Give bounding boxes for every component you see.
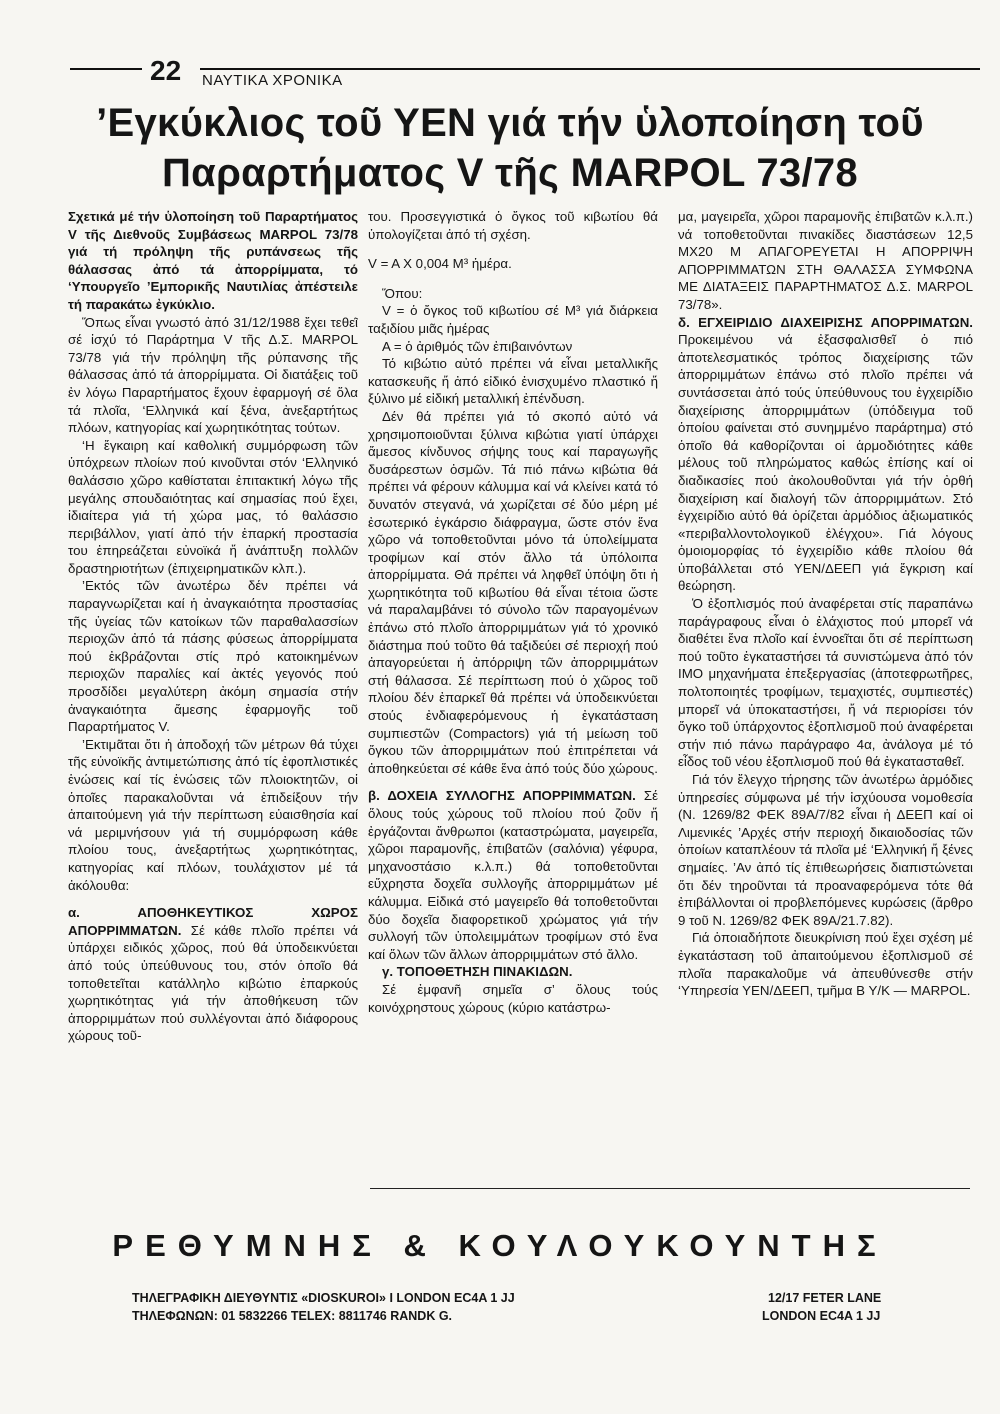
body-paragraph: Ὅπως εἶναι γνωστό ἀπό 31/12/1988 ἔχει τεθεῖ σέ ἰσχύ τό Παράρτημα V τῆς Δ.Σ. MARPOL 73/78 γιά τήν πρόληψη τῆς ρύπανσης τῆς θάλασσας ἀπό τά ἀπορρίμματα. Οἱ διατάξεις τοῦ ἐν λόγω Παραρτήματος ἔχουν ἐφαρμογή σέ ὅλα τά πλοῖα, ‘Ελληνικά καί ξένα, ἀνεξαρτήτως πλόων, κατηγορίας καί χωρητικότητας τούτων.: [68, 314, 358, 436]
section-c-heading: γ. ΤΟΠΟΘΕΤΗΣΗ ΠΙΝΑΚΙΔΩΝ.: [382, 964, 573, 980]
body-paragraph: ’Εκτός τῶν ἀνωτέρω δέν πρέπει νά παραγνωρίζεται καί ἡ ἀναγκαιότητα προστασίας τῆς ὑγείας τῶν κατοίκων τῶν παραθαλασσίων περιοχῶν ἀπό τά πάσης φύσεως ἀπορρίμματα πού ἐκβράζονται στίς πρό κατοικημένων περιοχῶν παραλίες καί ἀκτές γεγονός πού προσδίδει μεγαλύτερη ἀκόμη σημασία στήν ἀναγκαιότητα ἄμεσης ἐφαρμογῆς τοῦ Παραρτήματος V.: [68, 578, 358, 735]
article-column-1: [68, 208, 358, 1188]
page-number: 22: [150, 55, 182, 86]
lead-paragraph: Σχετικά μέ τήν ὑλοποίηση τοῦ Παραρτήματος V τῆς Διεθνοῦς Συμβάσεως MARPOL 73/78 γιά τή πρόληψη τῆς ρυπάνσεως τῆς θάλασσας ἀπό τά ἀπορρίμματα, τό ‘Υπουργεῖο ’Εμπορικῆς Ναυτιλίας ἀπέστειλε τή παρακάτω ἐγκύκλιο.: [68, 209, 358, 312]
volume-formula: V = A X 0,004 M³ ἡμέρα.: [368, 256, 512, 272]
article-end-rule: [370, 1188, 970, 1189]
headline-line-2: Παραρτήματος V τῆς MARPOL 73/78: [162, 151, 858, 195]
section-b-text: Σέ ὅλους τούς χώρους τοῦ πλοίου πού ζοῦν ἤ ἐργάζονται ἄνθρωποι (καταστρώματα, μαγειρεῖα, χῶροι παραμονῆς, ἐπιβατῶν (σαλόνια) γέφυρα, μηχανοστάσιο κ.λ.π.) θά τοποθετοῦνται εὔχρηστα δοχεῖα συλλογῆς ἀπορριμμάτων μέ κάλυμμα. Εἰδικά στό μαγειρεῖο θά τοποθετοῦνται δύο δοχεῖα διαφορετικοῦ χρώματος γιά τήν συλλογή τῶν ὑπολειμμάτων τροφίμων στό ἕνα καί ὅλων τῶν ἄλλων ἀπορριμμάτων στό ἄλλο.: [368, 788, 658, 962]
body-paragraph: ’Εκτιμᾶται ὅτι ἡ ἀποδοχή τῶν μέτρων θά τύχει τῆς εὐνοϊκῆς ἀντιμετώπισης ἀπό τίς ἐφοπλιστικές ἑνώσεις καί τίς ἑνώσεις τῶν πλοιοκτητῶν, οἱ ὁποῖες παρακαλοῦνται νά ἐπιδείξουν τήν ἀπαιτούμενη γιά τήν περίπτωση εὐαισθησία καί νά μεριμνήσουν γιά τή συμμόρφωση κάθε πλοίου τους, ἀνεξαρτήτως χωρητικότητας, κατηγορίας καί πλόων, τουλάχιστον μέ τά ἀκόλουθα:: [68, 736, 358, 893]
section-b: [368, 787, 658, 963]
paragraph-gap: [368, 777, 658, 787]
advert-company-name: ΡΕΘΥΜΝΗΣ & ΚΟΥΛΟΥΚΟΥΝΤΗΣ: [112, 1228, 888, 1263]
section-a-heading: α. ΑΠΟΘΗΚΕΥΤΙΚΟΣ ΧΩΡΟΣ ΑΠΟΡΡΙΜΜΑΤΩΝ.: [68, 905, 358, 938]
advert-telegraphic-address: ΤΗΛΕΓΡΑΦΙΚΗ ΔΙΕΥΘΥΝΤΙΣ «DIOSKUROI» I LONDON EC4A 1 JJ: [132, 1291, 515, 1305]
publication-name: ΝΑΥΤΙΚΑ ΧΡΟΝΙΚΑ: [202, 72, 343, 89]
section-d: [678, 314, 973, 596]
body-paragraph: Δέν θά πρέπει γιά τό σκοπό αὐτό νά χρησιμοποιοῦνται ξύλινα κιβώτια γιατί ὑπάρχει ἄμεσος κίνδυνος σήψης τους καί παραγωγῆς δυσάρεστων ὀσμῶν. Τά πιό πάνω κιβώτια θά πρέπει νά φέρουν κάλυμμα καί νά κλείνει κατά τό δυνατόν στεγανά, νά χωρίζεται σέ δύο μέρη μέ ἐσωτερικό ἐγκάρσιο διάφραγμα, ὥστε στόν ἕνα χῶρο νά τοποθετοῦνται μόνο τά ὑπολείμματα τροφίμων καί στόν ἄλλο τά ὑπόλοιπα ἀπορρίμματα. Θά πρέπει νά ληφθεῖ ὑπόψη ὅτι ἡ χωρητικότητα τοῦ κιβωτίου θά εἶναι τέτοια ὥστε νά παραλαμβάνει τό σύνολο τῶν παραγομένων ἐπάνω στό πλοῖο ἀπορριμμάτων γιά τό χρονικό διάστημα πού τοῦτο θά ταξιδεύει σέ περιοχή πού ἀπαγορεύεται ἡ ἀπόρριψη τῶν ἀπορριμμάτων στή θάλασσα. Σέ περίπτωση πού ὁ χῶρος τοῦ πλοίου δέν ἐπαρκεῖ θά πρέπει νά ὑποδεικνύεται στούς ἐνδιαφερόμενους ἡ ἐγκατάσταση συμπιεστῶν (Compactors) γιά τή μείωση τοῦ ὄγκου τῶν ἀπορριμμάτων πού ἐπιτρέπεται νά ἀποθηκεύεται σέ κάθε ἕνα ἀπό τούς δύο χώρους.: [368, 408, 658, 776]
advert-city-postcode: LONDON EC4A 1 JJ: [762, 1309, 881, 1323]
definition-a: A = ὁ ἀριθμός τῶν ἐπιβαινόντων: [382, 338, 573, 354]
header-rule-left: [70, 68, 142, 70]
advert-phone-telex: ΤΗΛΕΦΩΝΩΝ: 01 5832266 TELEX: 8811746 RANDK G.: [132, 1309, 453, 1323]
section-a-text: Σέ κάθε πλοῖο πρέπει νά ὑπάρχει ειδικός χῶρος, πού θά ὑποδεικνύεται ἀπό τούς ὑπεύθυνους του, στόν ὁποῖο θά τοποθετεῖται κατάλληλο κιβώτιο ἐπαρκούς χωρητικότητας γιά τήν ἀποθήκευση τῶν ἀπορριμμάτων πού συλλέγονται ἀπό διάφορους χώρους τοῦ-: [68, 922, 358, 1044]
section-c-text: Σέ ἐμφανῆ σημεῖα σ’ ὅλους τούς κοινόχρηστους χώρους (κύριο κατάστρω-: [368, 981, 658, 1015]
body-paragraph: μα, μαγειρεῖα, χῶροι παραμονῆς ἐπιβατῶν κ.λ.π.) νά τοποθετοῦνται πινακίδες διαστάσεων 12,5 MX20 M ΑΠΑΓΟΡΕΥΕΤΑΙ Η ΑΠΟΡΡΙΨΗ ΑΠΟΡΡΙΜΜΑΤΩΝ ΣΤΗ ΘΑΛΑΣΣΑ ΣΥΜΦΩΝΑ ΜΕ ΔΙΑΤΑΞΕΙΣ ΠΑΡΑΡΤΗΜΑΤΟΣ Δ.Σ. MARPOL 73/78».: [678, 209, 973, 312]
paragraph-gap: [68, 894, 358, 904]
advert-street-address: 12/17 FETER LANE: [768, 1291, 882, 1305]
body-paragraph: Τό κιβώτιο αὐτό πρέπει νά εἶναι μεταλλικῆς κατασκευῆς ἤ ἀπό εἰδικό ἐνισχυμένο πλαστικό ἤ ξύλινο μέ εἰδική μεταλλική ἐπένδυση.: [368, 356, 658, 407]
where-label: Ὅπου:: [382, 285, 423, 301]
article-headline: [40, 98, 980, 198]
body-paragraph: Ὁ ἐξοπλισμός πού ἀναφέρεται στίς παραπάνω παράγραφους εἶναι ὁ ἐλάχιστος πού μπορεῖ νά διαθέτει ἕνα πλοῖο καί ἐννοεῖται ὅτι σέ περίπτωση πού τοῦτο ἐγκαταστήσει τά συνιστώμενα ἀπό τόν IMO μηχανήματα ἐπεξεργασίας (ἀποτεφρωτῆρες, πολτοποιητές τροφίμων, τεμαχιστές, συμπιεστές) μπορεῖ νά ὑποκαταστήσει, ἤ νά περιορίσει τόν ὄγκο τοῦ ὑπάρχοντος ἐξοπλισμοῦ πού ἀναφέρεται στήν πιό πάνω παράγραφο 4α, ἀνάλογα μέ τό εἶδος τοῦ νέου ἐξοπλισμοῦ πού θά ἐγκατασταθεῖ.: [678, 596, 973, 770]
body-paragraph: Γιά ὁποιαδήποτε διευκρίνιση πού ἔχει σχέση μέ ἐγκατάσταση τοῦ ἀπαιτούμενου ἐξοπλισμοῦ σέ πλοῖα παρακαλοῦμε νά ἀπευθύνεσθε στήν ‘Υπηρεσία ΥΕΝ/ΔΕΕΠ, τμῆμα Β Υ/Κ — MARPOL.: [678, 930, 973, 999]
body-paragraph: Γιά τόν ἔλεγχο τήρησης τῶν ἀνωτέρω ἁρμόδιες ὑπηρεσίες σύμφωνα μέ τήν ἰσχύουσα νομοθεσία (Ν. 1269/82 ΦΕΚ 89Α/7/82 εἶναι ἡ ΔΕΕΠ καί οἱ Λιμενικές ’Αρχές στήν περιοχή δικαιοδοσίας τῶν ὁποίων καταπλέουν τά πλοῖα μέ ‘Ελληνική ἤ ξένες σημαίες. ’Αν ἀπό τίς ἐπιθεωρήσεις διαπιστώνεται ὅτι δέν τηροῦνται τά προαναφερόμενα τότε θά ἐπιβάλλονται οἱ προβλεπόμενες κυρώσεις (ἄρθρο 9 τοῦ Ν. 1269/82 ΦΕΚ 89Α/21.7.82).: [678, 772, 973, 928]
definition-v: V = ὁ ὄγκος τοῦ κιβωτίου σέ M³ γιά διάρκεια ταξιδίου μιᾶς ἡμέρας: [368, 303, 658, 336]
section-d-heading: δ. ΕΓΧΕΙΡΙΔΙΟ ΔΙΑΧΕΙΡΙΣΗΣ ΑΠΟΡΡΙΜΑΤΩΝ.: [678, 314, 973, 330]
article-column-2: [368, 208, 658, 1188]
headline-line-1: ’Εγκύκλιος τοῦ ΥΕΝ γιά τήν ὑλοποίηση τοῦ: [96, 101, 924, 145]
article-column-3: [678, 208, 973, 1188]
body-paragraph: του. Προσεγγιστικά ὁ ὄγκος τοῦ κιβωτίου θά ὑπολογίζεται ἀπό τή σχέση.: [368, 209, 658, 242]
body-paragraph: ‘Η ἔγκαιρη καί καθολική συμμόρφωση τῶν ὑπόχρεων πλοίων πού κινοῦνται στόν ‘Ελληνικό θαλάσσιο χῶρο καθίσταται ἐπιτακτική λόγω τῆς μεγάλης σπουδαιότητας καί σημασίας πού ἔχει, ἰδιαίτερα γιά τή χώρα μας, τό θαλάσσιο περιβάλλον, γιατί ἀπό τήν ἐπαρκή προστασία του ἐπηρεάζεται εὐνοϊκά ἤ ἀνάπτυξη πολλῶν δραστηριοτήτων (ἐπιχειρηματικῶν κλπ.).: [68, 437, 358, 576]
header-rule-right: [200, 68, 980, 70]
section-a: [68, 904, 358, 1045]
section-b-heading: β. ΔΟΧΕΙΑ ΣΥΛΛΟΓΗΣ ΑΠΟΡΡΙΜΜΑΤΩΝ.: [368, 788, 636, 804]
section-d-text: Προκειμένου νά ἐξασφαλισθεῖ ὁ πιό ἀποτελεσματικός τρόπος διαχείρισης τῶν ἀπορριμμάτων ἐπάνω στό πλοῖο πρέπει νά συντάσσεται ἀπό τούς ὑπεύθυνους του ἐγχειρίδιο διαχείρισης ἀπορριμμάτων (ὑπόδειγμα τοῦ ὁποίου φαίνεται στό συνημμένο παράρτημα) στό ὁποῖο θά καθορίζονται οἱ ἁρμοδιότητες κάθε μέλους τοῦ πληρώματος καθώς ἐπίσης καί οἱ διαδικασίες πού ἀκολουθοῦνται γιά τήν ὀρθή διαχείριση καί διαλογή τῶν ἀπορριμμάτων. Στό ἐγχειρίδιο αὐτό θά ὁρίζεται ἁρμόδιος ἀξιωματικός «περιβαλλοντολογικοῦ ἐλέγχου». Γιά λόγους ὁμοιομορφίας τό ἐγχειρίδιο κάθε πλοίου θά ὑποβάλλεται στό ΥΕΝ/ΔΕΕΠ γιά ἔγκριση καί θεώρηση.: [678, 332, 973, 594]
